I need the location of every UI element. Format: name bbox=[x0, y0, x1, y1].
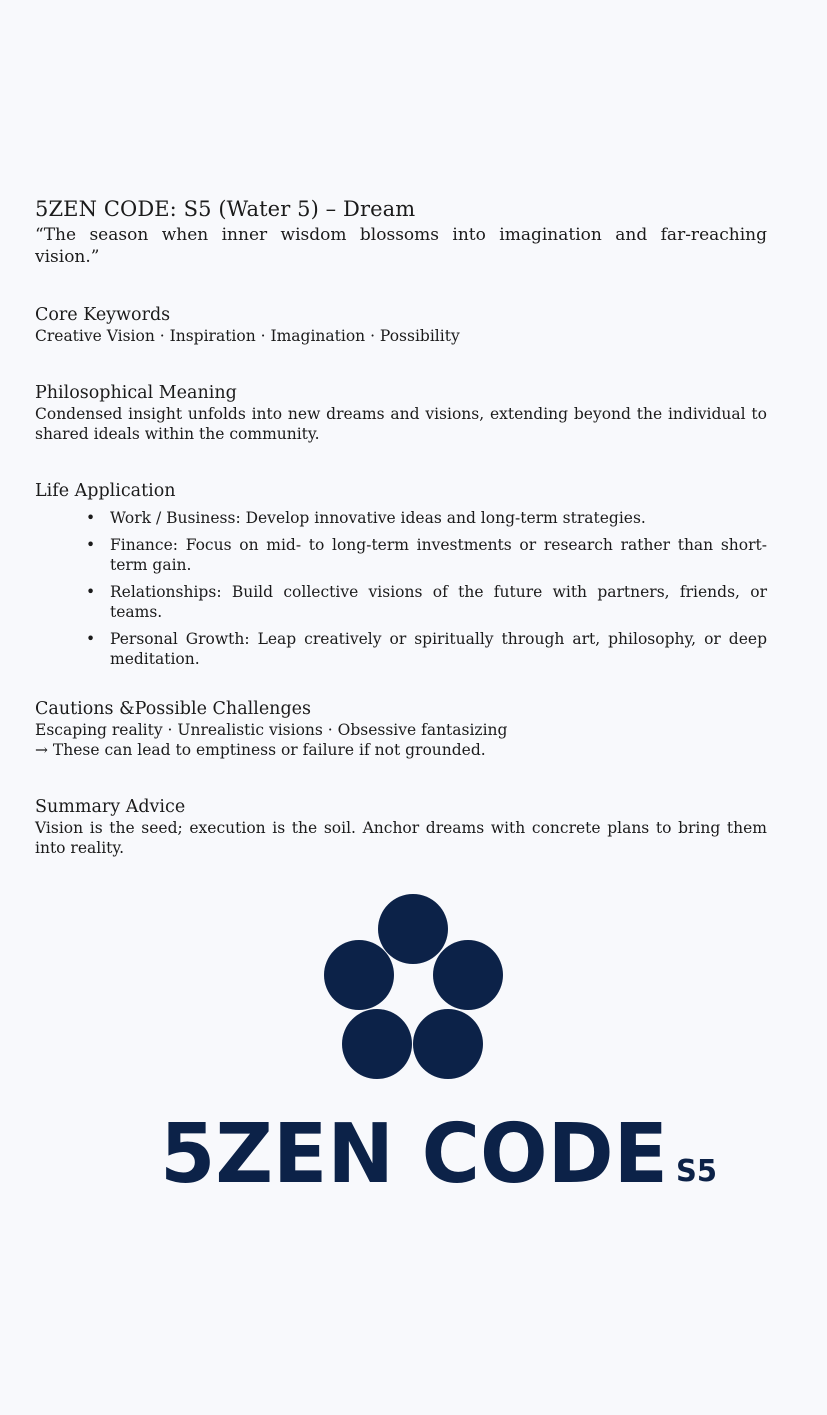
core-keywords-heading: Core Keywords bbox=[35, 305, 171, 325]
brand-logo bbox=[0, 880, 827, 1210]
life-application-section bbox=[35, 480, 767, 669]
logo-suffix: S5 bbox=[676, 1154, 717, 1189]
cautions-heading: Cautions &Possible Challenges bbox=[35, 699, 311, 719]
bullet-icon: • bbox=[86, 509, 96, 527]
subtitle-quote: “The season when inner wisdom blossoms into imagination and far-reaching vision.” bbox=[35, 225, 767, 267]
life-application-heading: Life Application bbox=[35, 481, 176, 501]
summary-section bbox=[35, 796, 767, 858]
core-keywords-section bbox=[35, 304, 767, 346]
logo-circle-top bbox=[378, 894, 448, 964]
five-circles-logo-icon bbox=[0, 880, 827, 1210]
list-item bbox=[86, 582, 767, 622]
logo-circle-bottom-left bbox=[342, 1009, 412, 1079]
list-item-text: Work / Business: Develop innovative ideas and long-term strategies. bbox=[110, 509, 646, 527]
list-item-text: Relationships: Build collective visions of the future with partners, friends, or teams. bbox=[110, 583, 767, 621]
philosophical-meaning-text: Condensed insight unfolds into new dreams and visions, extending beyond the individual to shared ideals within the community. bbox=[35, 405, 767, 443]
document-body bbox=[35, 196, 767, 858]
list-item bbox=[86, 508, 767, 528]
list-item bbox=[86, 535, 767, 575]
logo-wordmark: 5ZEN CODE bbox=[160, 1107, 668, 1202]
list-item-text: Finance: Focus on mid- to long-term investments or research rather than short-term gain. bbox=[110, 536, 767, 574]
philosophical-meaning-heading: Philosophical Meaning bbox=[35, 383, 237, 403]
summary-text: Vision is the seed; execution is the soil. Anchor dreams with concrete plans to bring them into reality. bbox=[35, 819, 767, 857]
page-title: 5ZEN CODE: S5 (Water 5) – Dream bbox=[35, 197, 416, 221]
logo-circle-bottom-right bbox=[413, 1009, 483, 1079]
bullet-icon: • bbox=[86, 583, 96, 601]
cautions-line-1: Escaping reality · Unrealistic visions · Obsessive fantasizing bbox=[35, 721, 508, 739]
philosophical-meaning-section bbox=[35, 382, 767, 444]
list-item bbox=[86, 629, 767, 669]
cautions-line-2: → These can lead to emptiness or failure if not grounded. bbox=[35, 741, 486, 759]
logo-circle-right bbox=[433, 940, 503, 1010]
bullet-icon: • bbox=[86, 536, 96, 554]
logo-circle-left bbox=[324, 940, 394, 1010]
core-keywords-text: Creative Vision · Inspiration · Imagination · Possibility bbox=[35, 327, 460, 345]
bullet-icon: • bbox=[86, 630, 96, 648]
cautions-section bbox=[35, 698, 767, 760]
list-item-text: Personal Growth: Leap creatively or spiritually through art, philosophy, or deep meditation. bbox=[110, 630, 767, 668]
summary-heading: Summary Advice bbox=[35, 797, 186, 817]
life-application-list bbox=[35, 508, 767, 669]
